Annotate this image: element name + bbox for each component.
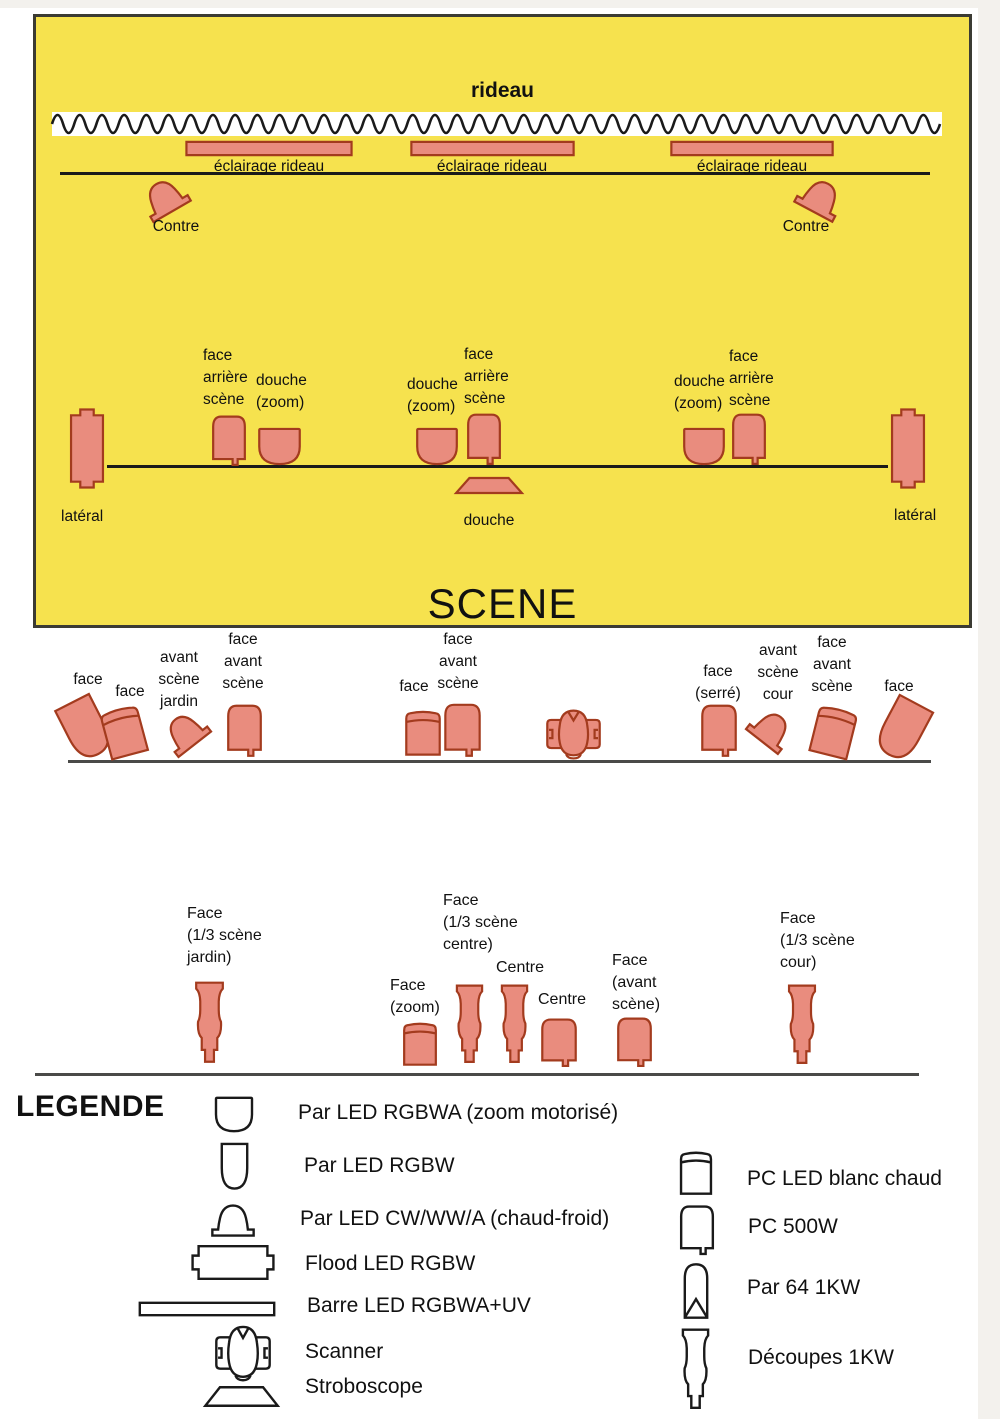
douche-trapeze [454,477,524,494]
page-edge-right [978,0,1000,1419]
legend-symbol-strobo [203,1386,280,1407]
legend-symbol-pc-led [679,1150,713,1196]
foh1-pc-serre [700,703,738,758]
scanner-fixture [545,708,602,760]
legend-label-10: Découpes 1KW [748,1346,894,1369]
label-foh1-face-2: face [115,683,145,700]
curtain-bar-1 [183,141,355,156]
label-foh1-face-1: face [73,671,103,688]
legend-symbol-par-cw [209,1202,257,1242]
curtain-wave [52,111,942,137]
legend-symbol-scanner [214,1324,272,1382]
label-contre-left: Contre [152,218,200,235]
stage-area [33,14,972,628]
legend-label-9: Par 64 1KW [747,1276,861,1299]
label-face-arriere-scene-2: face arrière scène [464,346,509,407]
curtain-bar-3 [668,141,836,156]
label-face-13-centre: Face (1/3 scène centre) [443,892,518,953]
scene-title: SCENE [427,580,578,627]
label-face-avant-scene-2: face avant scène [437,631,479,692]
label-face-arriere-scene-3: face arrière scène [729,348,774,409]
pc-centre [540,1017,578,1068]
foh1-pcled-face-right [806,702,860,763]
label-face-13-cour: Face (1/3 scène cour) [780,910,855,971]
pc-face-arriere-1 [211,414,247,467]
label-eclairage-rideau-2: éclairage rideau [436,158,548,175]
legend-label-2: Par LED CW/WW/A (chaud-froid) [300,1207,610,1230]
label-eclairage-rideau-1: éclairage rideau [213,158,325,175]
par-douche-zoom-3 [682,427,726,466]
label-face-avant-scene-3: face avant scène [811,634,853,695]
legend-symbol-par-zoom [214,1096,254,1133]
par-douche-zoom-1 [257,427,302,466]
label-face-serre: face (serré) [695,663,741,702]
legend-title: LEGENDE [16,1090,165,1123]
pc-face-avant-scene [616,1016,653,1068]
label-douche-zoom-2: douche (zoom) [407,376,458,415]
pc-face-arriere-2 [466,412,502,466]
label-foh1-face-4: face [884,678,914,695]
legend-label-4: Barre LED RGBWA+UV [307,1294,531,1317]
label-foh1-face-3: face [399,678,429,695]
legend-symbol-par-rgbw [219,1142,250,1190]
foh1-dome-cour [739,700,801,761]
legend-label-7: PC LED blanc chaud [747,1167,942,1190]
label-face-avant-scene-4: Face (avant scène) [612,952,661,1013]
pc-face-arriere-3 [731,412,767,466]
foh1-pcled-center [404,709,442,757]
page-edge-top [0,0,1000,8]
label-face-avant-scene-1: face avant scène [222,631,264,692]
foh1-pc-center [443,702,482,758]
foh-baseline-2 [35,1073,919,1076]
pcled-face-zoom [402,1021,438,1067]
decoupe-13-jardin [191,981,228,1066]
label-lateral-left: latéral [61,508,104,525]
label-centre-2: Centre [537,991,587,1008]
curtain-bar-2 [408,141,577,156]
legend-label-8: PC 500W [748,1215,838,1238]
legend-symbol-barre [137,1302,277,1316]
label-douche-zoom-3: douche (zoom) [674,373,725,412]
label-centre-1: Centre [495,959,545,976]
legend-symbol-pc500 [679,1204,715,1256]
legend-symbol-par64 [682,1262,710,1320]
label-douche-zoom-1: douche (zoom) [256,372,307,411]
label-contre-right: Contre [782,218,830,235]
decoupe-13-cour [784,984,820,1067]
label-lateral-right: latéral [894,507,937,524]
label-douche-center: douche [463,512,515,529]
label-avant-scene-cour: avant scène cour [757,642,799,703]
foh-baseline-1 [68,760,931,763]
label-face-arriere-scene-1: face arrière scène [203,347,248,408]
legend-label-1: Par LED RGBW [304,1154,455,1177]
label-avant-scene-jardin: avant scène jardin [158,649,200,710]
legend-label-6: Stroboscope [305,1375,423,1398]
curtain-title: rideau [470,79,535,102]
label-face-13-jardin: Face (1/3 scène jardin) [187,905,262,966]
lateral-right [887,407,929,490]
label-eclairage-rideau-3: éclairage rideau [696,158,808,175]
par-douche-zoom-2 [415,427,459,466]
legend-label-0: Par LED RGBWA (zoom motorisé) [298,1101,619,1124]
lateral-left [66,407,108,490]
legend-label-5: Scanner [305,1340,384,1363]
legend-symbol-decoupe [678,1328,713,1412]
legend-label-3: Flood LED RGBW [305,1252,476,1275]
label-face-zoom: Face (zoom) [390,977,440,1016]
legend-symbol-flood-h [190,1241,276,1284]
